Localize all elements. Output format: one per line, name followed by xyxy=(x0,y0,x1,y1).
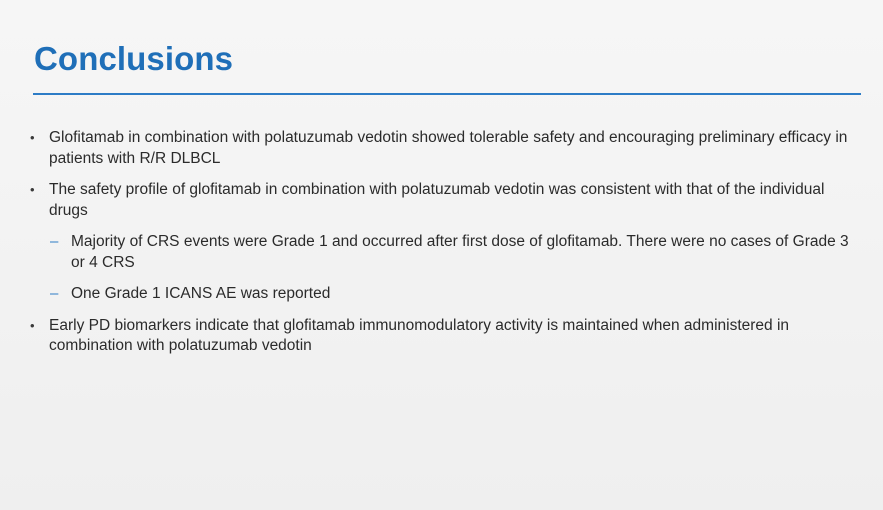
slide-title: Conclusions xyxy=(34,40,234,77)
bullet-marker: • xyxy=(30,130,35,145)
sub-bullet-item xyxy=(30,232,860,273)
bullet-item xyxy=(30,316,860,357)
bullet-list xyxy=(30,128,860,368)
sub-bullet-text: One Grade 1 ICANS AE was reported xyxy=(71,285,331,302)
title-divider xyxy=(33,93,861,95)
bullet-text: Early PD biomarkers indicate that glofitamab immunomodulatory activity is maintained when administered in combination with polatuzumab vedotin xyxy=(49,316,790,354)
dash-marker: – xyxy=(50,233,59,250)
bullet-item xyxy=(30,180,860,221)
bullet-marker: • xyxy=(30,182,35,197)
dash-marker: – xyxy=(50,285,59,302)
bullet-text: Glofitamab in combination with polatuzumab vedotin showed tolerable safety and encouraging preliminary efficacy in patients with R/R DLBCL xyxy=(49,129,848,167)
bullet-text: The safety profile of glofitamab in combination with polatuzumab vedotin was consistent with that of the individual drugs xyxy=(49,181,825,219)
sub-bullet-text: Majority of CRS events were Grade 1 and occurred after first dose of glofitamab. There were no cases of Grade 3 or 4 CRS xyxy=(71,233,849,271)
bullet-item xyxy=(30,128,860,169)
bullet-marker: • xyxy=(30,317,35,333)
sub-bullet-item xyxy=(30,284,860,305)
